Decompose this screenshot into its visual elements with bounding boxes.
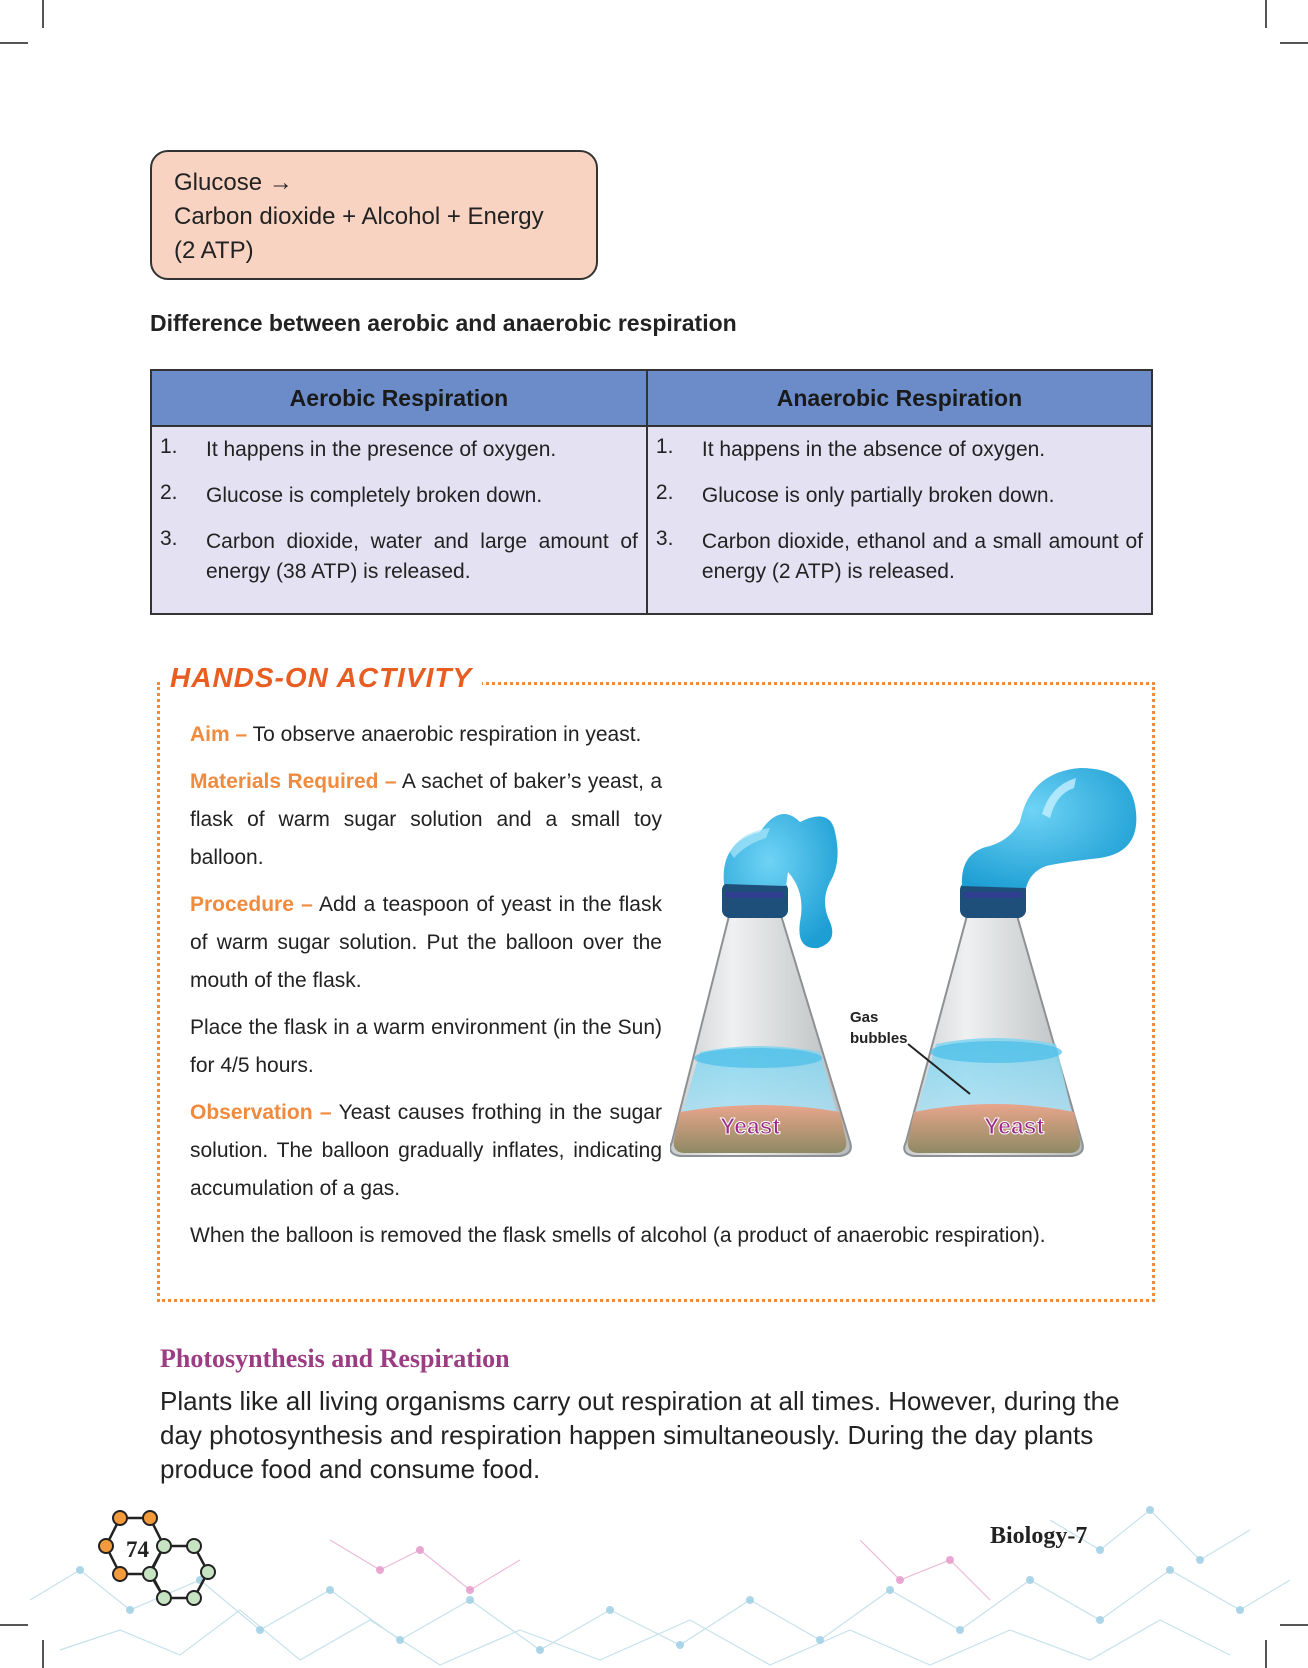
gas-label: Gas (850, 1009, 879, 1026)
table-row (151, 473, 1152, 519)
crop-mark (42, 0, 44, 28)
procedure-label: Procedure – (190, 893, 313, 916)
row-number: 2. (151, 473, 196, 519)
equation-line-2: Carbon dioxide + Alcohol + Energy (174, 203, 544, 230)
row-number: 2. (647, 473, 692, 519)
materials-label: Materials Required – (190, 770, 397, 793)
hexagon-page-badge (98, 1500, 238, 1620)
equation-line-3: (2 ATP) (174, 237, 254, 264)
table-row (151, 426, 1152, 473)
crop-mark (1265, 0, 1267, 28)
aerobic-cell: It happens in the presence of oxygen. (196, 426, 647, 473)
anaerobic-cell: It happens in the absence of oxygen. (692, 426, 1152, 473)
procedure-text: Add a teaspoon of yeast in the flask of warm sugar solution. Put the balloon over the mouth of the flask. (190, 893, 662, 992)
aim-text: To observe anaerobic respiration in yeast. (247, 723, 642, 746)
aerobic-header: Aerobic Respiration (151, 370, 647, 426)
left-flask (670, 814, 851, 1156)
crop-mark (0, 42, 28, 44)
aerobic-cell: Glucose is completely broken down. (196, 473, 647, 519)
aim-label: Aim – (190, 723, 248, 746)
observation-label: Observation – (190, 1101, 332, 1124)
crop-mark (1280, 42, 1308, 44)
anaerobic-cell: Glucose is only partially broken down. (692, 473, 1152, 519)
procedure-paragraph (190, 886, 662, 1000)
yeast-label-left: Yeast (720, 1113, 781, 1139)
activity-top-border (462, 682, 1155, 685)
comparison-heading: Difference between aerobic and anaerobic respiration (150, 310, 737, 336)
yeast-label-right: Yeast (984, 1113, 1045, 1139)
equation-box (150, 150, 598, 280)
row-number: 1. (647, 426, 692, 473)
table-row (151, 519, 1152, 614)
aerobic-cell: Carbon dioxide, water and large amount of energy (38 ATP) is released. (196, 519, 647, 614)
anaerobic-header: Anaerobic Respiration (647, 370, 1152, 426)
bubbles-label: bubbles (850, 1030, 908, 1047)
materials-paragraph (190, 763, 662, 877)
row-number: 1. (151, 426, 196, 473)
final-paragraph: When the balloon is removed the flask smells of alcohol (a product of anaerobic respiration). (190, 1224, 1046, 1247)
page-number: 74 (126, 1537, 149, 1562)
materials-text: A sachet of baker’s yeast, a flask of warm sugar solution and a small toy balloon. (190, 770, 663, 869)
anaerobic-cell: Carbon dioxide, ethanol and a small amount of energy (2 ATP) is released. (692, 519, 1152, 614)
aim-paragraph (190, 716, 660, 754)
right-flask (904, 768, 1136, 1156)
section-title: Photosynthesis and Respiration (160, 1344, 510, 1373)
observation-text: Yeast causes frothing in the sugar solution. The balloon gradually inflates, indicating accumulation of a gas. (190, 1101, 662, 1200)
yeast-flask-figure (670, 762, 1150, 1162)
book-title: Biology-7 (990, 1523, 1088, 1549)
activity-title: HANDS-ON ACTIVITY (170, 662, 482, 694)
place-paragraph: Place the flask in a warm environment (in the Sun) for 4/5 hours. (190, 1016, 662, 1077)
comparison-table (150, 369, 1153, 615)
section-body: Plants like all living organisms carry out respiration at all times. However, during the day photosynthesis and respiration happen simultaneously. During the day plants produce food and consume food. (160, 1386, 1120, 1484)
row-number: 3. (647, 519, 692, 614)
row-number: 3. (151, 519, 196, 614)
equation-line-1: Glucose → (174, 169, 293, 196)
observation-paragraph (190, 1094, 662, 1208)
